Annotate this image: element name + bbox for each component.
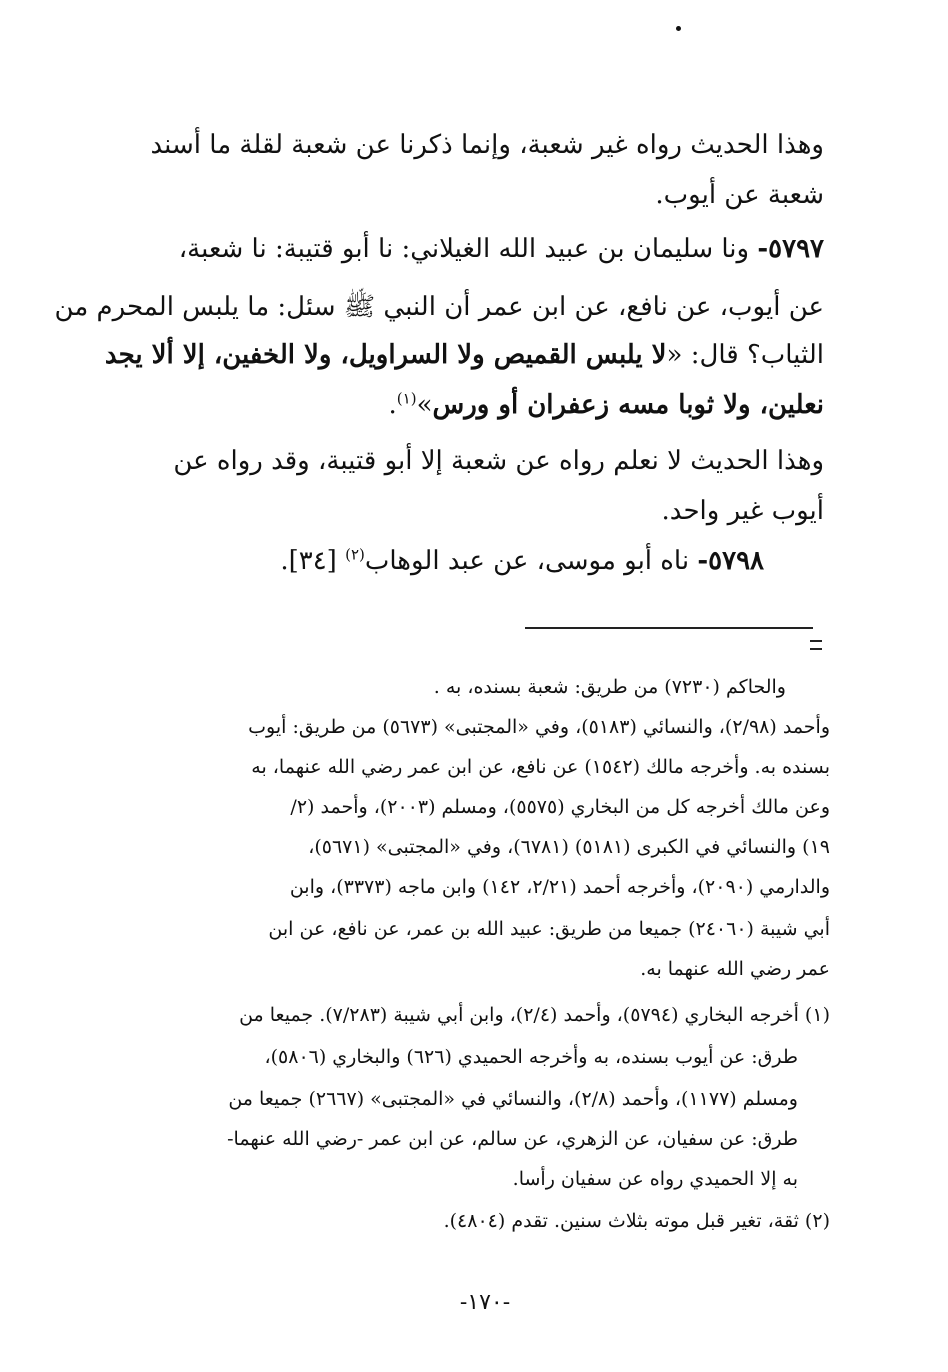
page-number: -١٧٠-: [459, 1290, 511, 1315]
footnote-mark: (٢): [345, 545, 365, 564]
body-text: ناه أبو موسى، عن عبد الوهاب: [364, 546, 698, 576]
body-line: [105, 340, 824, 370]
top-dot-mark: [676, 26, 681, 31]
body-line: وهذا الحديث لا نعلم رواه عن شعبة إلا أبو قتيبة، وقد رواه عن: [173, 446, 824, 476]
hadith-5798-line: [280, 546, 764, 576]
bold-quote: لا يلبس القميص ولا السراويل، ولا الخفين، إلا ألا يجد: [104, 340, 667, 370]
footnote-1-line: به إلا الحميدي رواه عن سفيان رأسا.: [512, 1168, 798, 1190]
body-line: نعلين، ولا ثوبا مسه زعفران أو ورس»$^{(١)}$.: [388, 389, 824, 420]
footnote-line: ١٩) والنسائي في الكبرى (٥١٨١) (٦٧٨١)، وفي «المجتبى» (٥٦٧١)،: [308, 836, 830, 858]
hadith-5797-line: [179, 234, 824, 264]
footnote-line: والحاكم (٧٢٣٠) من طريق: شعبة بسنده، به .: [433, 676, 786, 698]
footnote-line: وعن مالك أخرجه كل من البخاري (٥٥٧٥)، ومسلم (٢٠٠٣)، وأحمد (٢/: [290, 796, 830, 818]
footnote-line: عمر رضي الله عنهما به.: [640, 958, 830, 980]
body-line: وهذا الحديث رواه غير شعبة، وإنما ذكرنا عن شعبة لقلة ما أسند: [150, 130, 824, 160]
footnote-mark: (١): [396, 389, 417, 408]
body-text: الثياب؟ قال: «: [666, 340, 824, 370]
body-line: أيوب غير واحد.: [661, 496, 824, 526]
footnote-separator: [525, 627, 813, 629]
footnote-line: أبي شيبة (٢٤٠٦٠) جميعا من طريق: عبيد الله بن عمر، عن نافع، عن ابن: [268, 918, 830, 940]
footnote-1-line: طرق: عن سفيان، عن الزهري، عن سالم، عن ابن عمر -رضي الله عنهما-: [227, 1128, 798, 1150]
footnote-2-line: (٢) ثقة، تغير قبل موته بثلاث سنين. تقدم (٤٨٠٤).: [443, 1210, 830, 1232]
hadith-number: ٥٧٩٧-: [757, 234, 824, 264]
footnote-1-line: ومسلم (١١٧٧)، وأحمد (٢/٨)، والنسائي في «المجتبى» (٢٦٦٧) جميعا من: [228, 1088, 798, 1110]
body-line: شعبة عن أيوب.: [655, 180, 824, 210]
continuation-mark: [810, 640, 822, 650]
bold-quote: نعلين، ولا ثوبا مسه زعفران أو ورس: [432, 390, 824, 420]
footnote-1-line: (١) أخرجه البخاري (٥٧٩٤)، وأحمد (٢/٤)، وابن أبي شيبة (٧/٢٨٣). جميعا من: [239, 1004, 830, 1026]
body-text: ونا سليمان بن عبيد الله الغيلاني: نا أبو قتيبة: نا شعبة،: [178, 234, 758, 264]
body-text: »: [416, 390, 433, 420]
footnote-line: بسنده به. وأخرجه مالك (١٥٤٢) عن نافع، عن ابن عمر رضي الله عنهما، به: [251, 756, 830, 778]
body-text: [٣٤].: [280, 546, 346, 576]
footnote-line: وأحمد (٢/٩٨)، والنسائي (٥١٨٣)، وفي «المجتبى» (٥٦٧٣) من طريق: أيوب: [248, 716, 830, 738]
footnote-line: والدارمي (٢٠٩٠)، وأخرجه أحمد (٢/٢١، ١٤٢) وابن ماجه (٣٣٧٣)، وابن: [289, 876, 830, 898]
body-line: عن أيوب، عن نافع، عن ابن عمر أن النبي ﷺ سئل: ما يلبس المحرم من: [54, 292, 824, 322]
footnote-1-line: طرق: عن أيوب بسنده، به وأخرجه الحميدي (٦٢٦) والبخاري (٥٨٠٦)،: [264, 1046, 798, 1068]
hadith-number: ٥٧٩٨-: [697, 546, 764, 576]
